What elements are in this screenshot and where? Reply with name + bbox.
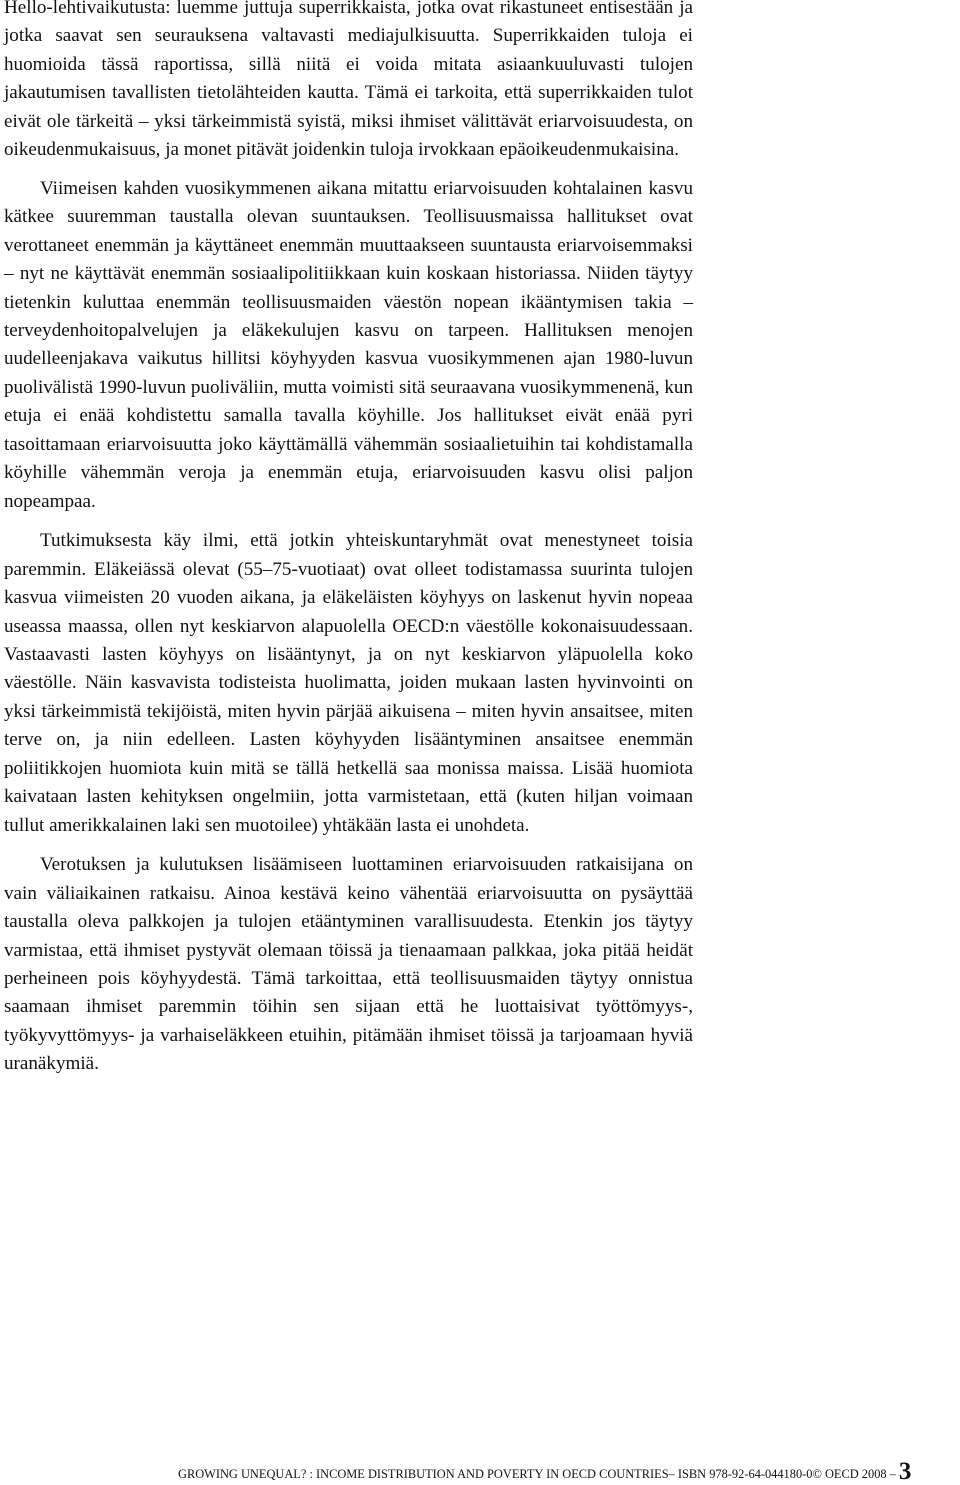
page-number: 3 <box>898 1458 912 1485</box>
footer-citation: GROWING UNEQUAL? : INCOME DISTRIBUTION AND POVERTY IN OECD COUNTRIES– ISBN 978-92-64-044180-0© OECD 2008 – <box>178 1467 896 1481</box>
paragraph-taxation: Verotuksen ja kulutuksen lisäämiseen luottaminen eriarvoisuuden ratkaisijana on vain väliaikainen ratkaisu. Ainoa kestävä keino vähentää eriarvoisuutta on pysäyttää taustalla oleva palkkojen ja tulojen etääntyminen varallisuudesta. Etenkin jos täytyy varmistaa, että ihmiset pystyvät olemaan töissä ja tienaamaan palkkaa, joka pitää heidät perheineen pois köyhyydestä. Tämä tarkoittaa, että teollisuusmaiden täytyy onnistua saamaan ihmiset paremmin töihin sen sijaan että he luottaisivat työttömyys-, työkyvyttömyys- ja varhaiseläkkeen etuihin, pitämään ihmiset töissä ja tarjoamaan hyviä uranäkymiä. <box>4 854 693 1075</box>
document-body <box>4 0 693 1079</box>
paragraph-superrich: Hello-lehtivaikutusta: luemme juttuja superrikkaista, jotka ovat rikastuneet entisestään ja jotka saavat sen seurauksena valtavasti mediajulkisuutta. Superrikkaiden tuloja ei huomioida tässä raportissa, sillä niitä ei voida mitata asiaankuuluvasti tulojen jakautumisen tavallisten tietolähteiden kautta. Tämä ei tarkoita, että superrikkaiden tulot eivät ole tärkeitä – yksi tärkeimmistä syistä, miksi ihmiset välittävät eriarvoisuudesta, on oikeudenmukaisuus, ja monet pitävät joidenkin tuloja irvokkaan epäoikeudenmukaisina. <box>4 0 693 161</box>
paragraph-inequality-trend: Viimeisen kahden vuosikymmenen aikana mitattu eriarvoisuuden kohtalainen kasvu kätkee suuremman taustalla olevan suuntauksen. Teollisuusmaissa hallitukset ovat verottaneet enemmän ja käyttäneet enemmän muuttaakseen suuntausta eriarvoisemmaksi – nyt ne käyttävät enemmän sosiaalipolitiikkaan kuin koskaan historiassa. Niiden täytyy tietenkin kuluttaa enemmän teollisuusmaiden väestön nopean ikääntymisen takia – terveydenhoitopalvelujen ja eläkekulujen kasvu on tarpeen. Hallituksen menojen uudelleenjakava vaikutus hillitsi köyhyyden kasvua vuosikymmenen ajan 1980-luvun puolivälistä 1990-luvun puoliväliin, mutta voimisti sitä seuraavana vuosikymmenenä, kun etuja ei enää kohdistettu samalla tavalla köyhille. Jos hallitukset eivät enää pyri tasoittamaan eriarvoisuutta joko käyttämällä vähemmän sosiaalietuihin tai kohdistamalla köyhille vähemmän veroja ja enemmän etuja, eriarvoisuuden kasvu olisi paljon nopeampaa. <box>4 177 693 512</box>
page-footer <box>178 1457 911 1485</box>
paragraph-social-groups: Tutkimuksesta käy ilmi, että jotkin yhteiskuntaryhmät ovat menestyneet toisia paremmin. Eläkeiässä olevat (55–75-vuotiaat) ovat olleet todistamassa suurinta tulojen kasvua viimeisten 20 vuoden aikana, ja eläkeläisten köyhyys on laskenut hyvin nopeaa useassa maassa, ollen nyt keskiarvon alapuolella OECD:n väestölle kokonaisuudessaan. Vastaavasti lasten köyhyys on lisääntynyt, ja on nyt keskiarvon yläpuolella koko väestölle. Näin kasvavista todisteista huolimatta, joiden mukaan lasten hyvinvointi on yksi tärkeimmistä tekijöistä, miten hyvin pärjää aikuisena – miten hyvin ansaitsee, miten terve on, ja niin edelleen. Lasten köyhyyden lisääntyminen ansaitsee enemmän poliitikkojen huomiota kuin mitä se tällä hetkellä saa monissa maissa. Lisää huomiota kaivataan lasten kehityksen ongelmiin, jotta varmistetaan, että (kuten hiljan voimaan tullut amerikkalainen laki sen muotoilee) yhtäkään lasta ei unohdeta. <box>4 530 693 836</box>
